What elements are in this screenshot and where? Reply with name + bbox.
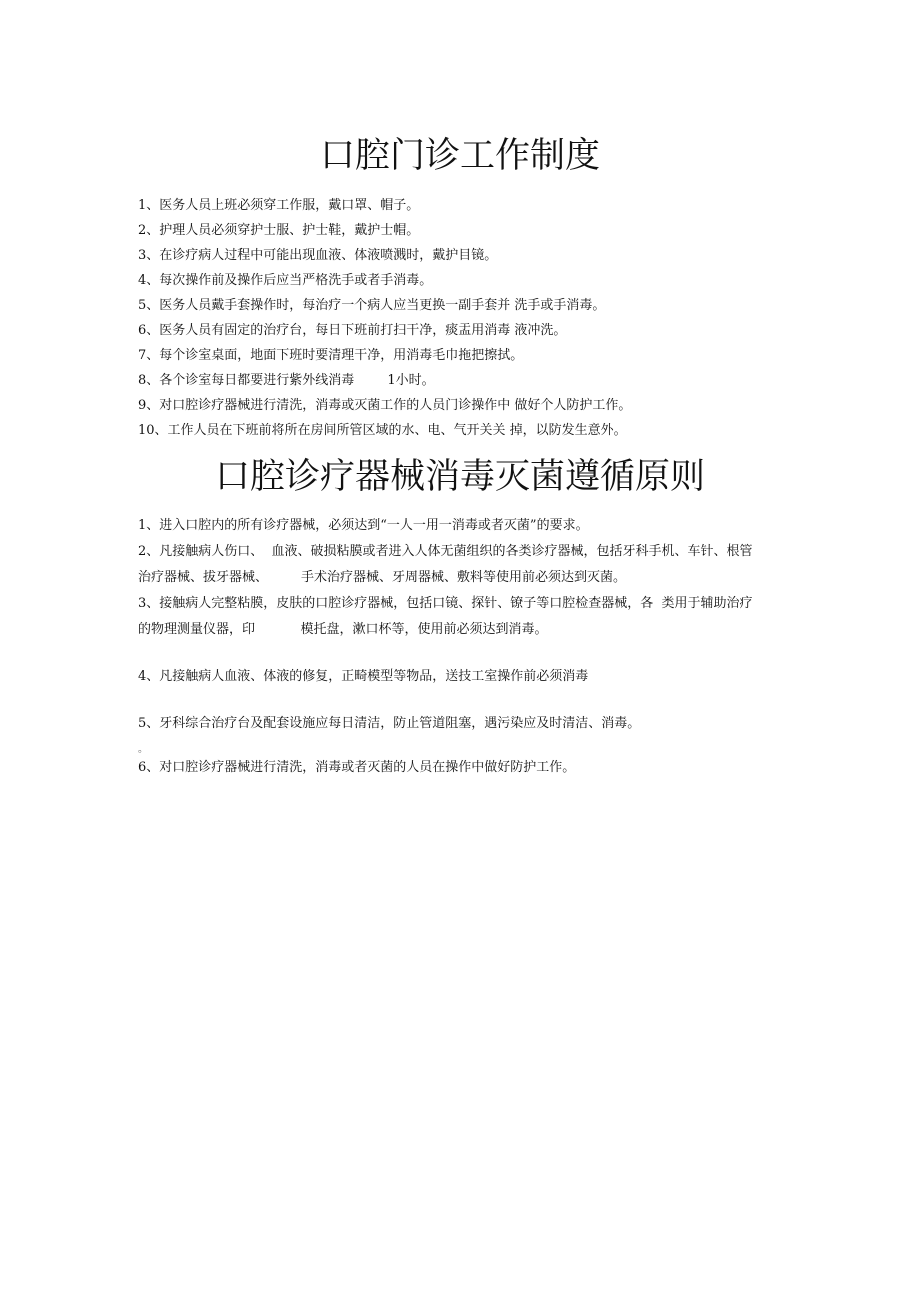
list-item: 10、工作人员在下班前将所在房间所管区域的水、电、气开关关 掉，以防发生意外。 <box>138 423 627 438</box>
stray-mark: 。 <box>138 744 148 755</box>
list-item: 3、接触病人完整粘膜，皮肤的口腔诊疗器械，包括口镜、探针、镣子等口腔检查器械，各 类用于辅助治疗的物理测量仪器，印 模托盘，漱口杯等，使用前必须达到消毒。 <box>138 596 753 637</box>
list-item: 8、各个诊室每日都要进行紫外线消毒 1小时。 <box>138 373 435 388</box>
list-item: 1、医务人员上班必须穿工作服，戴口罩、帽子。 <box>138 198 420 213</box>
list-item: 5、牙科综合治疗台及配套设施应每日清洁，防止管道阻塞，遇污染应及时清洁、消毒。 <box>138 716 641 731</box>
list-item: 6、医务人员有固定的治疗台，每日下班前打扫干净，痰盂用消毒 液冲洗。 <box>138 323 567 338</box>
list-item: 9、对口腔诊疗器械进行清洗，消毒或灭菌工作的人员门诊操作中 做好个人防护工作。 <box>138 398 632 413</box>
section1-list <box>138 193 758 443</box>
section2-list <box>138 513 758 781</box>
list-item: 2、凡接触病人伤口、 血液、破损粘膜或者进入人体无菌组织的各类诊疗器械，包括牙科手机、车针、根管治疗器械、拔牙器械、 手术治疗器械、牙周器械、敷料等使用前必须达到灭菌。 <box>138 544 753 585</box>
list-item: 5、医务人员戴手套操作时，每治疗一个病人应当更换一副手套并 洗手或手消毒。 <box>138 298 606 313</box>
list-item: 1、进入口腔内的所有诊疗器械，必须达到“一人一用一消毒或者灭菌”的要求。 <box>138 518 589 533</box>
section2-title: 口腔诊疗器械消毒灭菌遵循原则 <box>214 457 705 497</box>
list-item: 6、对口腔诊疗器械进行清洗，消毒或者灭菌的人员在操作中做好防护工作。 <box>138 760 576 775</box>
section1-title: 口腔门诊工作制度 <box>319 136 600 176</box>
list-item: 2、护理人员必须穿护士服、护士鞋，戴护士帽。 <box>138 223 420 238</box>
list-item: 4、凡接触病人血液、体液的修复，正畸模型等物品，送技工室操作前必须消毒 <box>138 669 589 684</box>
list-item: 3、在诊疗病人过程中可能出现血液、体液喷溅时，戴护目镜。 <box>138 248 498 263</box>
list-item: 7、每个诊室桌面，地面下班时要清理干净，用消毒毛巾拖把擦拭。 <box>138 348 524 363</box>
list-item: 4、每次操作前及操作后应当严格洗手或者手消毒。 <box>138 273 433 288</box>
